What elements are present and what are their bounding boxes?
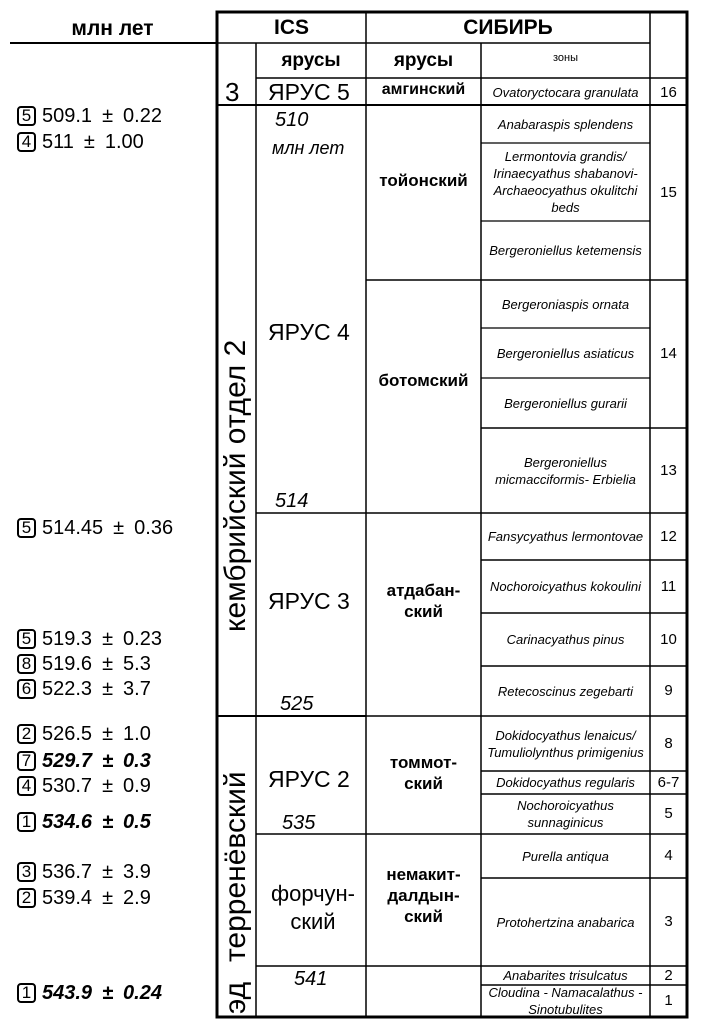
- ics-boundary-514: 514: [275, 490, 309, 512]
- plus-minus: ±: [102, 887, 114, 909]
- age-value: 511: [42, 131, 74, 153]
- age-row: [17, 810, 151, 834]
- header-siberia: СИБИРЬ: [463, 16, 553, 39]
- ics-boundary-510: 510: [275, 109, 309, 131]
- ics-stage-4: ЯРУС 4: [268, 319, 350, 345]
- zone-number: 5: [664, 805, 673, 822]
- reference-number-box: 1: [17, 983, 36, 1003]
- age-error: 0.23: [123, 628, 162, 650]
- age-error: 0.3: [123, 750, 151, 772]
- siberia-stage-tommot: томмот- ский: [389, 753, 458, 793]
- zone-name: Anabaraspis splendens: [497, 117, 634, 132]
- ics-boundary-541: 541: [294, 968, 328, 990]
- zone-number: 10: [660, 630, 677, 648]
- plus-minus: ±: [102, 775, 114, 797]
- age-error: 0.5: [123, 811, 151, 833]
- reference-number-box: 2: [17, 888, 36, 908]
- zone-name: Dokidocyathus regularis: [496, 775, 635, 790]
- age-error: 1.00: [104, 131, 144, 153]
- plus-minus: ±: [83, 131, 95, 153]
- zone-number: 4: [664, 847, 673, 864]
- zone-name: Carinacyathus pinus: [506, 632, 625, 647]
- zone-name: Bergeroniellus gurarii: [504, 395, 627, 411]
- zone-name: Dokidocyathus lenaicus/ Tumuliolynthus primigenius: [487, 727, 644, 760]
- reference-number-box: 8: [17, 654, 36, 674]
- age-row: [17, 104, 162, 128]
- reference-number-box: 3: [17, 862, 36, 882]
- age-error: 3.7: [123, 678, 151, 700]
- header-age-column: млн лет: [71, 17, 154, 40]
- header-ics-stages: ярусы: [281, 50, 341, 71]
- zone-number: 16: [660, 83, 677, 101]
- header-siberia-stages: ярусы: [393, 50, 454, 71]
- zone-name: Bergeroniellus ketemensis: [489, 243, 642, 258]
- age-row: [17, 774, 151, 798]
- zone-number: 15: [660, 184, 677, 201]
- age-value: 519.3: [42, 628, 93, 650]
- reference-number-box: 4: [17, 132, 36, 152]
- ics-boundary-510-unit: млн лет: [272, 138, 345, 158]
- plus-minus: ±: [102, 861, 114, 883]
- siberia-stage-nemakit-daldyn: немакит- далдын- ский: [386, 865, 461, 926]
- plus-minus: ±: [102, 678, 114, 700]
- zone-number: 3: [664, 913, 673, 930]
- reference-number-box: 7: [17, 751, 36, 771]
- age-value: 529.7: [42, 750, 93, 772]
- ics-stage-5: ЯРУС 5: [268, 79, 350, 105]
- age-error: 5.3: [123, 653, 151, 675]
- zone-name: Bergeroniaspis ornata: [501, 296, 630, 312]
- zone-name: Nochoroicyathus kokoulini: [489, 579, 642, 594]
- reference-number-box: 5: [17, 629, 36, 649]
- plus-minus: ±: [102, 653, 114, 675]
- zone-number: 14: [660, 345, 677, 362]
- age-row: [17, 981, 162, 1005]
- age-row: [17, 722, 151, 746]
- zone-number: 9: [664, 682, 673, 699]
- age-row: [17, 749, 151, 773]
- age-row: [17, 130, 144, 154]
- zone-number: 13: [660, 461, 677, 479]
- age-error: 0.24: [123, 982, 162, 1004]
- zone-number: 1: [664, 991, 673, 1009]
- zone-name: Retecoscinus zegebarti: [497, 683, 634, 699]
- plus-minus: ±: [102, 811, 114, 833]
- zone-name: Nochoroicyathus sunnaginicus: [517, 798, 614, 830]
- reference-number-box: 5: [17, 106, 36, 126]
- zone-name: Purella antiqua: [522, 848, 609, 864]
- ics-stage-3: ЯРУС 3: [268, 588, 350, 614]
- age-value: 534.6: [42, 811, 93, 833]
- siberia-stage-atdaban: атдабан- ский: [386, 581, 461, 621]
- ics-boundary-535: 535: [282, 812, 316, 834]
- age-value: 539.4: [42, 887, 93, 909]
- zone-name: Cloudina - Namacalathus - Sinotubulites: [488, 984, 643, 1017]
- ics-terreneuvian: терренёвский: [219, 771, 252, 962]
- reference-number-box: 4: [17, 776, 36, 796]
- reference-number-box: 6: [17, 679, 36, 699]
- age-value: 509.1: [42, 105, 93, 127]
- age-value: 536.7: [42, 861, 93, 883]
- ics-terreneuvian-prefix: эд: [219, 981, 252, 1014]
- zone-name: Ovatoryctocara granulata: [492, 85, 639, 100]
- age-error: 0.36: [134, 517, 174, 539]
- zone-name: Bergeroniellus asiaticus: [496, 345, 635, 361]
- age-row: [17, 886, 151, 910]
- zone-number: 12: [660, 527, 677, 545]
- siberia-stage-botoma: ботомский: [378, 371, 469, 390]
- age-row: [17, 516, 173, 540]
- siberia-stage-toyon: тойонский: [379, 171, 468, 190]
- age-value: 526.5: [42, 723, 93, 745]
- plus-minus: ±: [102, 750, 114, 772]
- age-error: 0.9: [123, 775, 151, 797]
- plus-minus: ±: [102, 982, 114, 1004]
- age-value: 519.6: [42, 653, 93, 675]
- age-value: 543.9: [42, 982, 93, 1004]
- ics-fortunian: форчун- ский: [270, 881, 356, 934]
- plus-minus: ±: [102, 628, 114, 650]
- age-row: [17, 627, 162, 651]
- reference-number-box: 1: [17, 812, 36, 832]
- age-error: 0.22: [123, 105, 162, 127]
- age-value: 522.3: [42, 678, 93, 700]
- ics-series-3: 3: [225, 77, 240, 107]
- plus-minus: ±: [102, 105, 114, 127]
- zone-number: 11: [660, 577, 677, 595]
- age-error: 3.9: [123, 861, 151, 883]
- age-error: 1.0: [123, 723, 151, 745]
- reference-number-box: 2: [17, 724, 36, 744]
- zone-name: Fansycyathus lermontovae: [487, 529, 644, 544]
- ics-boundary-525: 525: [280, 693, 314, 715]
- age-row: [17, 677, 151, 701]
- zone-number: 8: [664, 734, 673, 752]
- plus-minus: ±: [102, 723, 114, 745]
- zone-name: Protohertzina anabarica: [496, 914, 635, 930]
- zone-name: Lermontovia grandis/ Irinaecyathus shabanovi- Archaeocyathus okulitchi beds: [493, 149, 638, 215]
- reference-number-box: 5: [17, 518, 36, 538]
- age-value: 514.45: [42, 517, 104, 539]
- age-error: 2.9: [123, 887, 151, 909]
- age-value: 530.7: [42, 775, 93, 797]
- plus-minus: ±: [113, 517, 125, 539]
- age-row: [17, 652, 151, 676]
- radiometric-age-list: [0, 0, 216, 1028]
- header-zones: зоны: [552, 52, 579, 64]
- zone-number: 6-7: [657, 773, 680, 791]
- ics-series-2: кембрийский отдел 2: [219, 339, 252, 632]
- ics-stage-2: ЯРУС 2: [268, 766, 350, 792]
- age-row: [17, 860, 151, 884]
- zone-name: Bergeroniellus micmacciformis- Erbielia: [495, 454, 636, 487]
- zone-number: 2: [664, 966, 673, 984]
- header-ics: ICS: [273, 16, 309, 39]
- zone-name: Anabarites trisulcatus: [503, 968, 628, 983]
- siberia-stage-amga: амгинский: [381, 81, 466, 98]
